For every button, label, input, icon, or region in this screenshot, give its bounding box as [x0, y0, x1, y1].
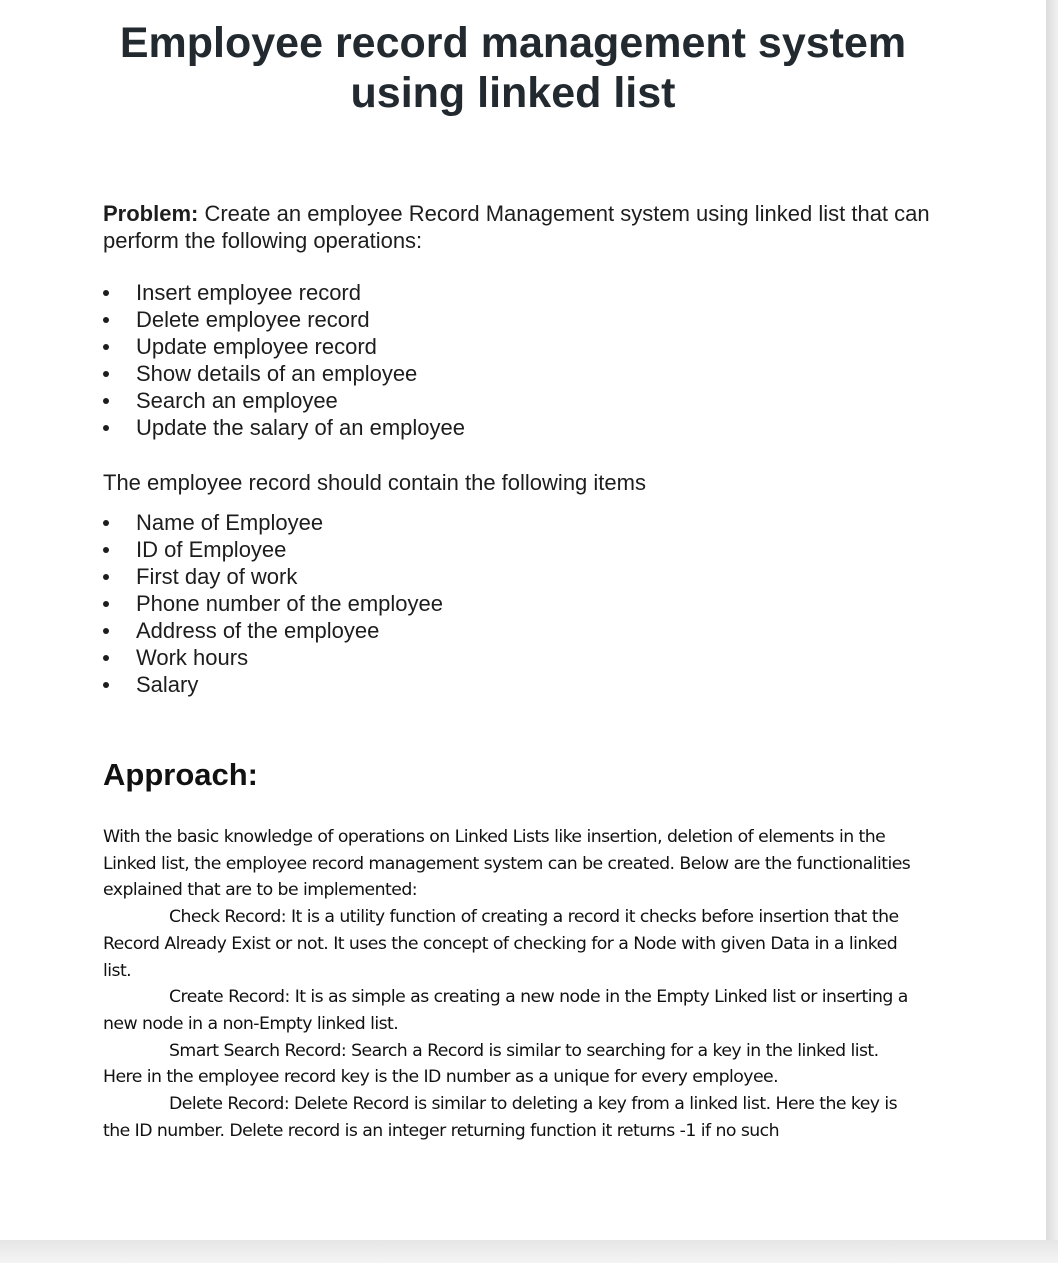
approach-intro: With the basic knowledge of operations on Linked Lists like insertion, deletion of elements in the Linked list, the employee record management system can be created. Below are the functionalities explained that are to be implemented: [103, 827, 911, 901]
list-item: Work hours [103, 644, 443, 671]
record-items-list [103, 509, 443, 698]
operations-list [103, 279, 465, 441]
list-item: Update employee record [103, 333, 465, 360]
record-intro: The employee record should contain the following items [103, 470, 646, 495]
page-bottom-edge [0, 1240, 1058, 1263]
list-item: Name of Employee [103, 509, 443, 536]
list-item: Salary [103, 671, 443, 698]
problem-text: Create an employee Record Management system using linked list that can perform the following operations: [103, 201, 930, 253]
document-title-line-1: Employee record management system [119, 19, 907, 67]
approach-paragraph-delete-record: Delete Record: Delete Record is similar to deleting a key from a linked list. Here the key is the ID number. Delete record is an integer returning function it returns -1 if no such [103, 1094, 898, 1141]
page-edge [1046, 0, 1058, 1263]
approach-paragraph-search-record: Smart Search Record: Search a Record is similar to searching for a key in the linked list. Here in the employee record key is the ID number as a unique for every employee. [103, 1040, 879, 1088]
list-item: Address of the employee [103, 617, 443, 644]
list-item: First day of work [103, 563, 443, 590]
problem-statement [103, 200, 943, 254]
list-item: Show details of an employee [103, 360, 465, 387]
approach-paragraph-check-record: Check Record: It is a utility function of creating a record it checks before insertion that the Record Already Exist or not. It uses the concept of checking for a Node with given Data in a linked list. [103, 907, 899, 981]
list-item: Insert employee record [103, 279, 465, 306]
document-title-line-2: using linked list [350, 69, 676, 117]
approach-paragraph-create-record: Create Record: It is as simple as creating a new node in the Empty Linked list or inserting a new node in a non-Empty linked list. [103, 987, 908, 1034]
problem-label: Problem: [103, 201, 199, 226]
list-item: Update the salary of an employee [103, 414, 465, 441]
list-item: ID of Employee [103, 536, 443, 563]
approach-heading: Approach: [103, 757, 258, 792]
list-item: Phone number of the employee [103, 590, 443, 617]
list-item: Delete employee record [103, 306, 465, 333]
approach-body [103, 824, 918, 1144]
list-item: Search an employee [103, 387, 465, 414]
document-title [60, 18, 966, 118]
